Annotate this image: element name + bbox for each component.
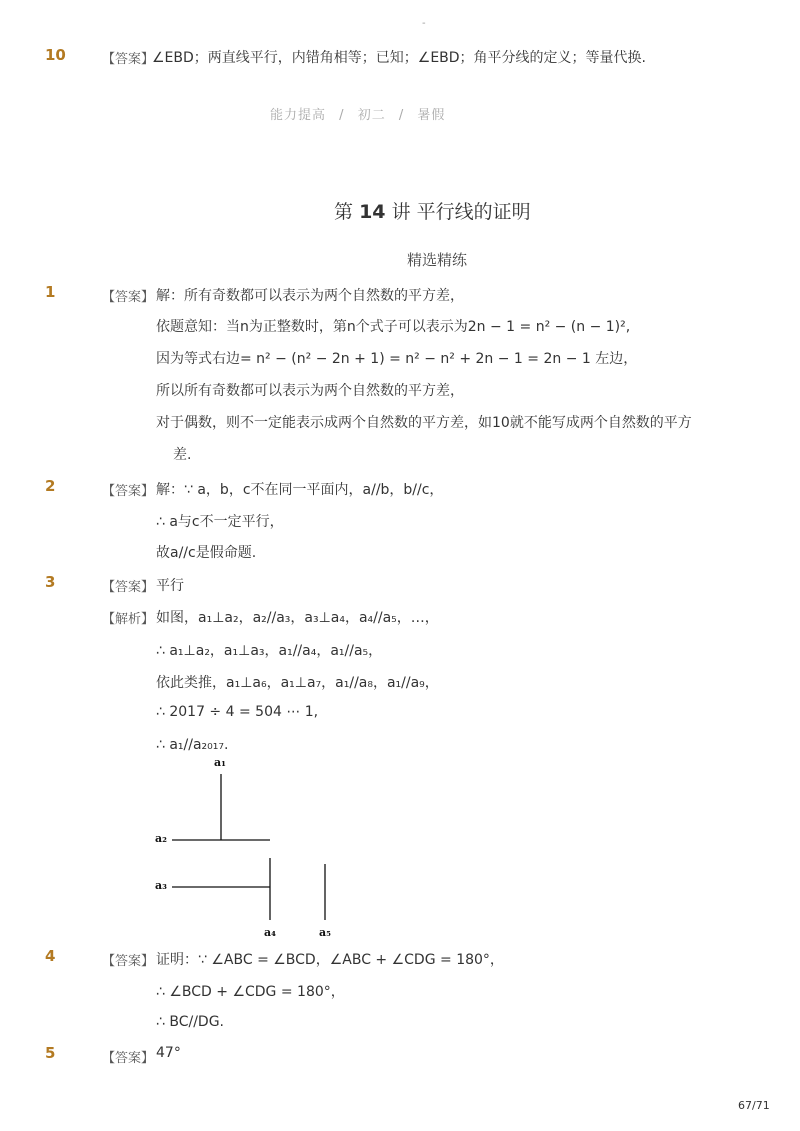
analysis-line: ∴ a₁//a₂₀₁₇. [156,737,229,753]
answer-line: ∴ BC//DG. [156,1014,225,1030]
answer-text: ∠EBD；两直线平行，内错角相等；已知；∠EBD；角平分线的定义；等量代换. [152,50,647,66]
question-number: 10 [45,46,66,64]
analysis-line: ∴ 2017 ÷ 4 = 504 ⋯ 1, [156,704,319,720]
answer-line: 依题意知：当n为正整数时，第n个式子可以表示为2n − 1 = n² − (n − 1)², [156,319,631,335]
answer-line: 故a//c是假命题. [156,545,257,561]
figure-label-a1: a₁ [214,756,226,769]
answer-line: 所以所有奇数都可以表示为两个自然数的平方差， [156,383,464,399]
header-part: 暑假 [417,108,446,123]
question-number: 3 [45,573,56,591]
answer-tag: 【答案】 [102,484,155,499]
answer-tag: 【答案】 [102,1051,155,1066]
analysis-line: 如图，a₁⊥a₂，a₂//a₃，a₃⊥a₄，a₄//a₅，…， [156,610,439,626]
answer-line: 解：∵ a，b，c不在同一平面内，a//b，b//c， [156,482,444,498]
section-title: 精选精练 [407,251,468,269]
header-part: 能力提高 [270,108,327,123]
answer-line: 对于偶数，则不一定能表示成两个自然数的平方差，如10就不能写成两个自然数的平方 [156,415,692,431]
answer-tag: 【答案】 [102,580,155,595]
header-separator: / [339,108,345,123]
lesson-title [334,197,531,224]
answer-line: 因为等式右边= n² − (n² − 2n + 1) = n² − n² + 2n − 1 = 2n − 1 左边， [156,351,638,367]
question-number: 5 [45,1044,56,1062]
answer-tag: 【答案】 [102,290,155,305]
answer-line: 解：所有奇数都可以表示为两个自然数的平方差， [156,288,464,304]
answer-line: 平行 [156,578,184,594]
analysis-tag: 【解析】 [102,612,155,627]
figure-label-a5: a₅ [319,926,331,939]
figure-label-a3: a₃ [155,879,167,892]
analysis-line: 依此类推，a₁⊥a₆，a₁⊥a₇，a₁//a₈，a₁//a₉， [156,675,439,691]
parallel-lines-figure [150,752,350,947]
header-separator: / [398,108,405,123]
answer-line: ∴ a与c不一定平行， [156,514,284,530]
answer-tag: 【答案】 [102,52,155,67]
running-header [270,104,445,123]
question-number: 1 [45,283,56,301]
answer-line: ∴ ∠BCD + ∠CDG = 180°， [156,984,345,1000]
answer-line: 证明：∵ ∠ABC = ∠BCD，∠ABC + ∠CDG = 180°， [156,952,504,968]
analysis-line: ∴ a₁⊥a₂，a₁⊥a₃，a₁//a₄，a₁//a₅， [156,643,383,659]
lesson-suffix: 讲 平行线的证明 [391,201,531,223]
figure-label-a2: a₂ [155,832,167,845]
figure-label-a4: a₄ [264,926,276,939]
page-number: 67/71 [738,1099,770,1112]
answer-tag: 【答案】 [102,954,155,969]
answer-line: 47° [156,1045,181,1061]
lesson-prefix: 第 [334,201,354,223]
header-part: 初二 [357,108,386,123]
question-number: 2 [45,477,56,495]
top-mark: - [422,18,426,29]
answer-line: 差. [173,447,192,463]
question-number: 4 [45,947,56,965]
lesson-number: 14 [359,201,386,223]
